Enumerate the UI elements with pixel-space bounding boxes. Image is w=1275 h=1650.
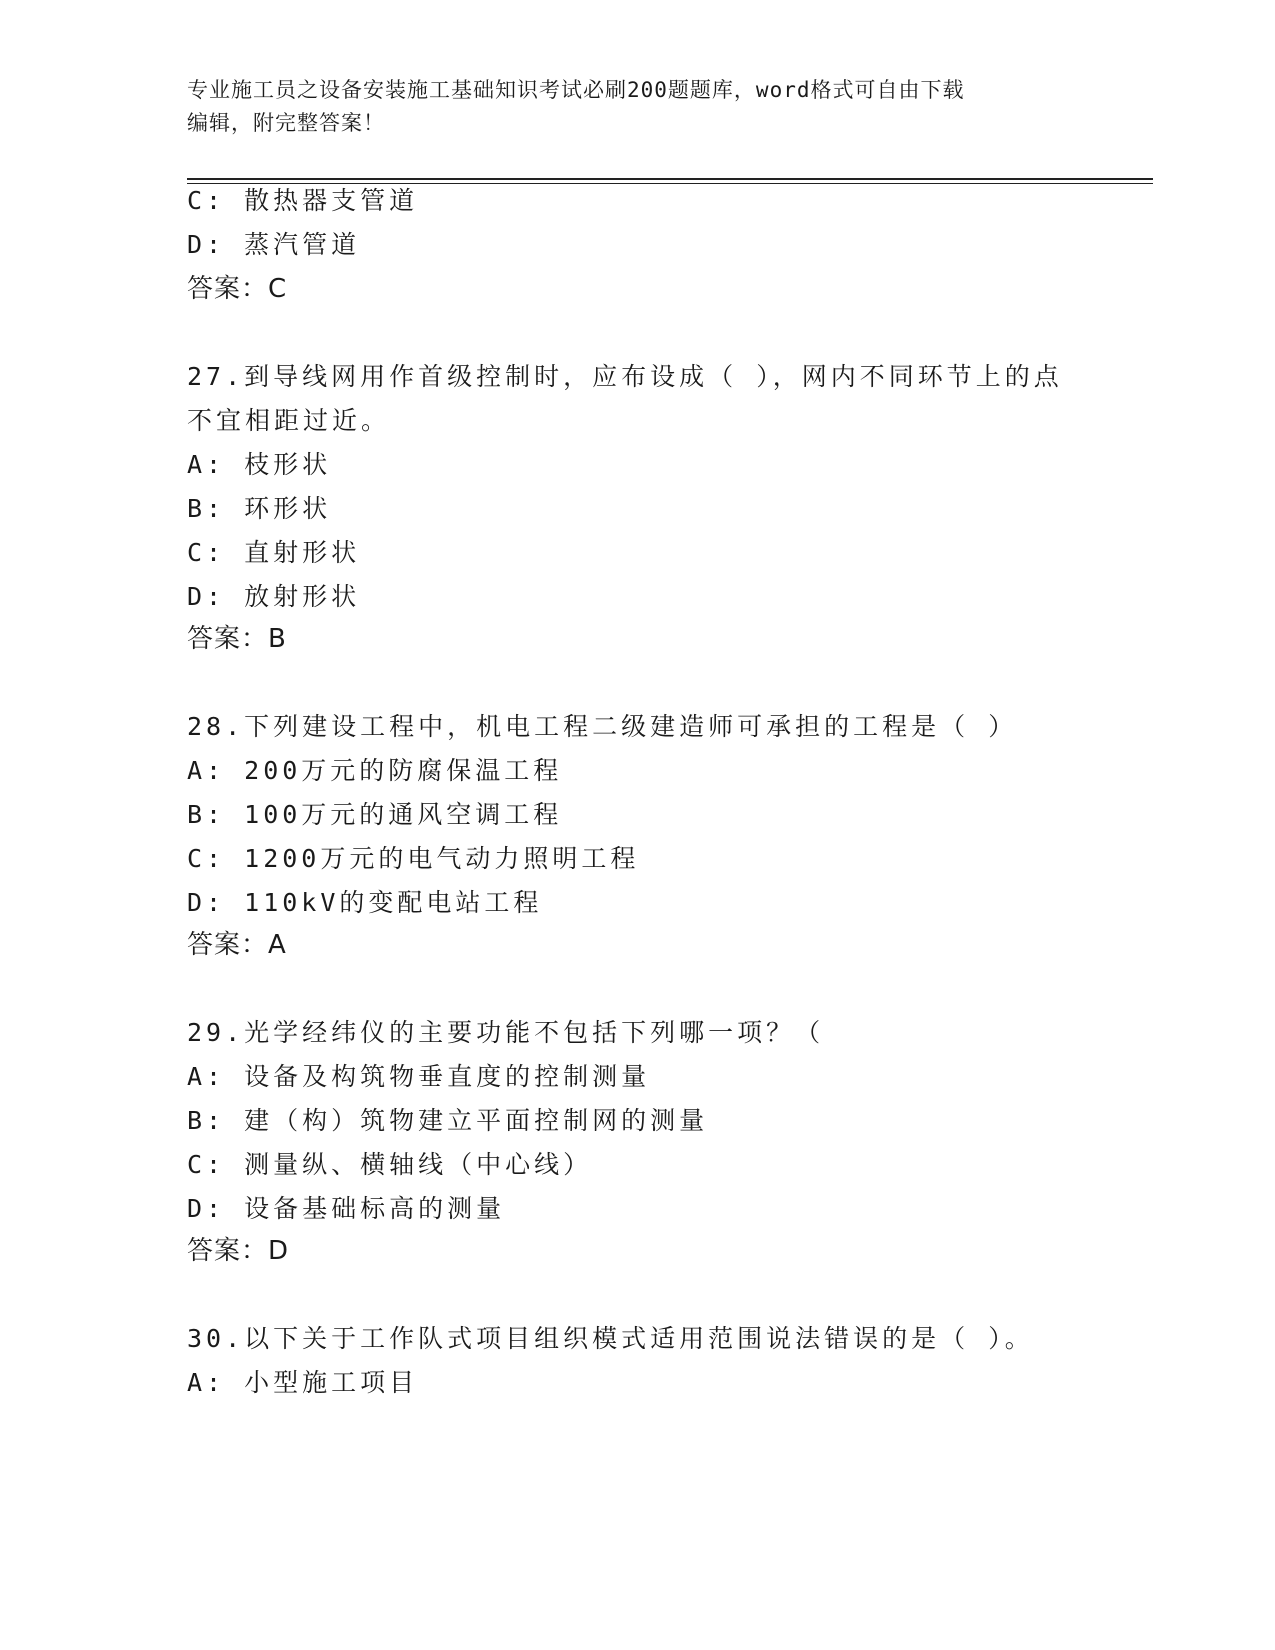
q30-stem: 30.以下关于工作队式项目组织模式适用范围说法错误的是（ ）。 [187,1324,1034,1353]
q27-option-c: C: 直射形状 [187,538,361,567]
q27-stem-line-1: 27.到导线网用作首级控制时，应布设成（ ），网内不同环节上的点 [187,362,1063,391]
q28-option-a: A: 200万元的防腐保温工程 [187,756,563,785]
q29-option-c: C: 测量纵、横轴线（中心线） [187,1150,593,1179]
q29-stem: 29.光学经纬仪的主要功能不包括下列哪一项？（ [187,1018,825,1047]
document-header [187,74,1067,140]
q27-stem-line-2: 不宜相距过近。 [187,406,391,435]
header-title-line-1: 专业施工员之设备安装施工基础知识考试必刷200题题库，word格式可自由下载 [187,78,965,102]
q29-option-b: B: 建（构）筑物建立平面控制网的测量 [187,1106,709,1135]
q28-option-b: B: 100万元的通风空调工程 [187,800,563,829]
q29-option-a: A: 设备及构筑物垂直度的控制测量 [187,1062,651,1091]
q26-answer: 答案：C [187,274,288,304]
q30-option-a: A: 小型施工项目 [187,1368,419,1397]
q26-option-d: D: 蒸汽管道 [187,230,361,259]
q28-option-c: C: 1200万元的电气动力照明工程 [187,844,640,873]
q27-answer: 答案：B [187,624,287,654]
header-divider-thick [187,178,1153,180]
q28-option-d: D: 110kV的变配电站工程 [187,888,543,917]
q28-answer: 答案：A [187,930,287,960]
q27-option-b: B: 环形状 [187,494,332,523]
q29-option-d: D: 设备基础标高的测量 [187,1194,506,1223]
q27-option-a: A: 枝形状 [187,450,332,479]
q28-stem: 28.下列建设工程中，机电工程二级建造师可承担的工程是（ ） [187,712,1018,741]
q26-option-c: C: 散热器支管道 [187,186,419,215]
q29-answer: 答案：D [187,1236,290,1266]
header-title-line-2: 编辑，附完整答案！ [187,111,385,135]
q27-option-d: D: 放射形状 [187,582,361,611]
